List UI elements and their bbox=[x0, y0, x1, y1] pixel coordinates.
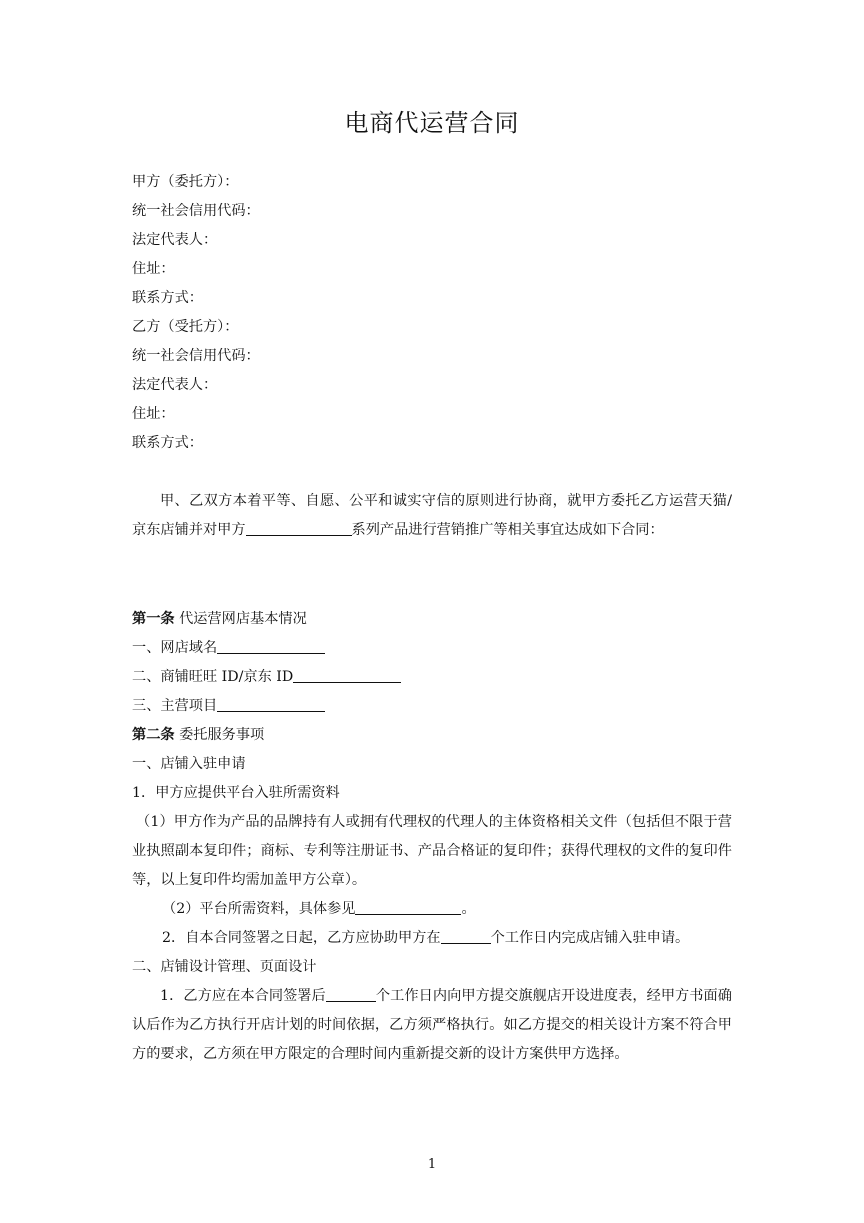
item-3-text-b: 个工作日内向甲方提交旗舰店开设进度表，经甲方书面确认后作为乙方执行开店计划的时间依据，乙方须严格执行。如乙方提交的相关设计方案不符合甲方的要求，乙方须在甲方限定的合理时间内重新提交新的设计方案供甲方选择。 bbox=[132, 988, 732, 1062]
page-number: 1 bbox=[427, 1157, 437, 1172]
schedule-days-blank bbox=[326, 986, 376, 1002]
party-b-label: 乙方（受托方）： bbox=[132, 319, 239, 335]
party-a-label: 甲方（委托方）： bbox=[132, 174, 239, 190]
preamble-text-2: 系列产品进行营销推广等相关事宜达成如下合同： bbox=[351, 522, 664, 538]
main-business-line bbox=[132, 696, 325, 716]
item-2-text-b: 个工作日内完成店铺入驻申请。 bbox=[490, 930, 690, 946]
shop-domain-blank bbox=[217, 638, 325, 654]
party-a-contact: 联系方式： bbox=[132, 290, 203, 306]
sub-item-1: （1）甲方作为产品的品牌持有人或拥有代理权的代理人的主体资格相关文件（包括但不限于营业执照副本复印件；商标、专利等注册证书、产品合格证的复印件；获得代理权的文件的复印件等，以上复印件均需加盖甲方公章）。 bbox=[132, 814, 732, 888]
application-days-blank bbox=[441, 928, 491, 944]
shop-id-blank bbox=[293, 667, 401, 683]
main-business-label: 三、主营项目 bbox=[132, 698, 218, 714]
shop-id-line bbox=[132, 667, 401, 687]
sub-item-2-text: （2）平台所需资料，具体参见 bbox=[162, 901, 356, 917]
party-b-credit-code: 统一社会信用代码： bbox=[132, 348, 260, 364]
item-provide-materials: 1．甲方应提供平台入驻所需资料 bbox=[132, 785, 340, 801]
design-schedule-paragraph bbox=[132, 982, 732, 1069]
shop-domain-line bbox=[132, 638, 325, 658]
article-2-number: 第二条 bbox=[132, 727, 175, 743]
shop-id-label: 二、商铺旺旺 ID/京东 ID bbox=[132, 669, 294, 685]
party-b-address: 住址： bbox=[132, 406, 175, 422]
main-business-blank bbox=[217, 696, 325, 712]
document-title: 电商代运营合同 bbox=[344, 109, 520, 137]
preamble-text-1: 甲、乙双方本着平等、自愿、公平和诚实守信的原则进行协商，就甲方委托乙方运营天猫/京东店铺并对甲方 bbox=[132, 493, 732, 538]
item-application-deadline bbox=[162, 928, 689, 948]
party-b-legal-rep: 法定代表人： bbox=[132, 377, 218, 393]
article-2-title: 委托服务事项 bbox=[174, 727, 265, 743]
product-series-blank bbox=[246, 520, 352, 536]
article-1-number: 第一条 bbox=[132, 611, 175, 627]
shop-domain-label: 一、网店域名 bbox=[132, 640, 218, 656]
platform-materials-blank bbox=[355, 899, 461, 915]
sub-item-2-end: 。 bbox=[461, 901, 476, 917]
item-3-text-a: 1．乙方应在本合同签署后 bbox=[160, 988, 326, 1004]
section-shop-design: 二、店铺设计管理、页面设计 bbox=[132, 959, 317, 975]
party-b-contact: 联系方式： bbox=[132, 435, 203, 451]
section-shop-application: 一、店铺入驻申请 bbox=[132, 756, 246, 772]
party-a-address: 住址： bbox=[132, 261, 175, 277]
party-a-legal-rep: 法定代表人： bbox=[132, 232, 218, 248]
item-2-text-a: 2．自本合同签署之日起，乙方应协助甲方在 bbox=[162, 930, 441, 946]
article-1-heading bbox=[132, 609, 307, 629]
article-2-heading bbox=[132, 725, 264, 745]
party-a-credit-code: 统一社会信用代码： bbox=[132, 203, 260, 219]
article-1-title: 代运营网店基本情况 bbox=[174, 611, 307, 627]
sub-item-2 bbox=[162, 899, 476, 919]
preamble-paragraph bbox=[132, 487, 732, 545]
